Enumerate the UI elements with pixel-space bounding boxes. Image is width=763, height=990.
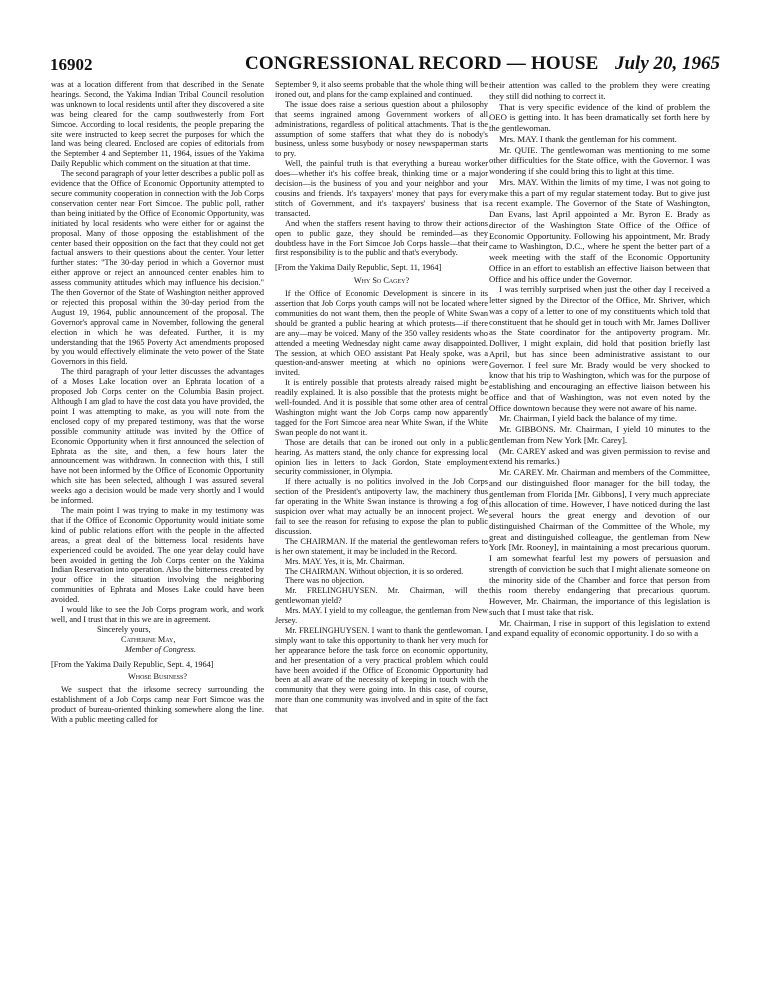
paragraph: was at a location different from that described in the Senate hearings. Second, the Yakima Indian Tribal Council resolution was unknown to local residents until after they discovered a site was being cleared for the camp southwesterly from Fort Simcoe. According to local residents, the people preparing the site were instructed to keep secret the purposes for which the land was being cleared. Enclosed are copies of editorials from the September 4 and September 11, 1964, issues of the Yakima Daily Republic which comment on the situation at that time. xyxy=(51,80,264,169)
paragraph: The issue does raise a serious question about a philosophy that seems ingrained among Government workers of all administrations, regardless of political attachments. That is the assumption of some staffers that what they do is nobody's business, unless some busybody or nosey newspaperman starts to pry. xyxy=(275,99,488,159)
signer-name: Catherine May, xyxy=(121,634,176,644)
column-left xyxy=(51,80,264,975)
paragraph: their attention was called to the problem they were creating they still did nothing to correct it. xyxy=(489,80,710,101)
paragraph: We suspect that the irksome secrecy surrounding the establishment of a Job Corps camp near Fort Simcoe was the product of bureau-oriented thinking somewhere along the line. With a public meeting called for xyxy=(51,685,264,725)
paragraph: Well, the painful truth is that everything a bureau worker does—whether it's his coffee break, thinking time or a major decision—is the business of you and your neighbor and your cousins and friends. It's taxpayers' money that pays for every stitch of Government, and it's taxpayers' business that is transacted. xyxy=(275,159,488,218)
paragraph: The second paragraph of your letter describes a public poll as evidence that the Office of Economic Opportunity attempted to secure community cooperation in connection with the Job Corps conservation center near Fort Simcoe. The public poll, rather than being initiated by the Office of Economic Opportunity, was initiated by local residents who were either for or against the proposal. Many of those opposing the establishment of the center based their opposition on the fact that they could not get factual answers to their questions about the center. Your letter further states: "The 30-day period in which a Governor must either approve or reject an announced center enables him to assess community attitudes which may influence his decision." The then Governor of the State of Washington neither approved or rejected this proposal within the 30-day period from the August 19, 1964, public announcement of the proposal. The Governor's approval came in November, following the general election in which he was defeated. Further, it is my understanding that the 1965 Poverty Act amendments proposed by you would effectively eliminate the veto power of the State Governors in this field. xyxy=(51,169,264,367)
paragraph: Mrs. MAY. Yes, it is, Mr. Chairman. xyxy=(285,556,405,566)
paragraph: Mr. CAREY. Mr. Chairman and members of the Committee, and our distinguished floor manager for the bill today, the gentleman from Florida [Mr. Gibbons], I very much appreciate this allocation of time. However, I have noticed during the last several hours the great energy and devotion of our distinguished Chairman of the Committee of the Whole, my great and distinguished colleague, the gentleman from New York [Mr. Rooney], in maintaining a most precarious quorum. I am somewhat fearful lest my powers of persuasion and strength of conviction be such that I might alienate someone on the minority side of the Chamber and force that person from this room thereby endangering that precarious quorum. However, Mr. Chairman, the importance of this legislation is such that I must take that risk. xyxy=(489,467,710,617)
publication-date: July 20, 1965 xyxy=(614,53,720,74)
signer-title: Member of Congress. xyxy=(125,644,196,654)
paragraph: Those are details that can be ironed out only in a public hearing. As matters stand, the only chance for expressing local opinion lies in letters to Jack Gordon, State employment security commissioner, in Olympia. xyxy=(275,437,488,477)
paragraph: I was terribly surprised when just the other day I received a letter signed by the Director of the Office, Mr. Shriver, which was a copy of a letter to one of my constituents which told that constituent that he should get in touch with Mr. James Dolliver as the State coordinator for the antipoverty program. Mr. Dolliver, I might explain, did hold that position briefly last April, but has since been administrative assistant to our Governor. I feel sure Mr. Brady would be very shocked to know that his trip to Washington, which was for the purpose of establishing and encouraging an effective liaison between his office and that of Washington, was not even noted by the Office downtown because they were not aware of his name. xyxy=(489,284,710,413)
page-header xyxy=(50,53,720,77)
paragraph: The CHAIRMAN. If the material the gentlewoman refers to is her own statement, it may be included in the Record. xyxy=(275,536,488,556)
paragraph: Mr. Chairman, I rise in support of this legislation to extend and expand equality of economic opportunity. I do so with a xyxy=(489,617,710,639)
paragraph: Mr. FRELINGHUYSEN. Mr. Chairman, will the gentlewoman yield? xyxy=(275,586,488,606)
source-citation: [From the Yakima Daily Republic, Sept. 4, 1964] xyxy=(51,659,214,669)
paragraph: Mr. FRELINGHUYSEN. I want to thank the gentlewoman. I simply want to take this opportunity to thank her very much for her appearance before the task force on economic opportunity, and her presentation of a very practical problem which could have been avoided if the Office of Economic Opportunity had been at all aware of the necessity of keeping in touch with the community that they were going into. In this case, of course, more than one community was involved and in spite of the fact that xyxy=(275,625,488,715)
paragraph: If the Office of Economic Development is sincere in its assertion that Job Corps youth camps will not be located where communities do not want them, then the people of White Swan should be granted a public hearing at which protests—if there are any—may be voiced. Many of the 350 valley residents who attended a meeting Wednesday night came away disappointed. The session, at which OEO assistant Pat Healy spoke, was a question-and-answer meeting at which no opinions were invited. xyxy=(275,289,488,378)
paragraph: September 9, it also seems probable that the whole thing will be ironed out, and plans for the camp explained and continued. xyxy=(275,80,488,99)
paragraph: The CHAIRMAN. Without objection, it is so ordered. xyxy=(285,566,464,576)
paragraph: I would like to see the Job Corps program work, and work well, and I trust that in this we are in agreement. xyxy=(51,605,264,624)
paragraph: Mr. QUIE. The gentlewoman was mentioning to me some other difficulties for the State office, with the Governor. I was wondering if she could bring this to light at this time. xyxy=(489,144,710,176)
paragraph: The main point I was trying to make in my testimony was that if the Office of Economic Opportunity would initiate some kind of public relations effort with the people in the affected areas, a great deal of the bitterness local residents have experienced could be avoided. The one year delay could have been avoided in getting the Job Corps center on the Yakima Indian Reservation into operation. Also the bitterness created by your office in the situation involving the neighboring communities of Ephrata and Moses Lake could have been avoided. xyxy=(51,505,264,605)
letter-closing: Sincerely yours, xyxy=(97,624,151,634)
paragraph: There was no objection. xyxy=(285,576,365,586)
paragraph: The third paragraph of your letter discusses the advantages of a Moses Lake location over an Ephrata location of a proposed Job Corps center on the Columbia Basin project. Although I am glad to have the cost data you have provided, the point I was attempting to make, as you will note from the enclosed copy of my prepared testimony, was that the worse possible community attitude was invited by the Office of Economic Opportunity when it first announced the selection of Ephrata as the site, and then, a few hours later the announcement was withdrawn. In connection with this, I still have not been informed by the Office of Economic Opportunity which site has been selected, although I was assured several weeks ago a decision would be made very shortly and I would be informed. xyxy=(51,367,264,506)
paragraph: (Mr. CAREY asked and was given permission to revise and extend his remarks.) xyxy=(489,445,710,467)
editorial-heading: Why So Cagey? xyxy=(353,276,410,286)
paragraph: That is very specific evidence of the kind of problem the OEO is getting into. It has been dramatically set forth here by the gentlewoman. xyxy=(489,101,710,133)
column-right xyxy=(489,80,710,975)
paragraph: Mrs. MAY. I thank the gentleman for his comment. xyxy=(499,133,677,144)
page-number: 16902 xyxy=(50,55,93,74)
column-middle xyxy=(275,80,488,975)
paragraph: It is entirely possible that protests already raised might be readily explained. It is also possible that the protests might be well-founded. And it is possible that some other area of central Washington might want the Job Corps camp now apparently tagged for the Fort Simcoe area near White Swan, if the White Swan people do not want it. xyxy=(275,378,488,437)
publication-title: CONGRESSIONAL RECORD — HOUSE xyxy=(245,53,599,74)
paragraph: And when the staffers resent having to throw their actions open to public gaze, they should be reminded—as they doubtless have in the Fort Simcoe Job Corps hassle—that their first responsibility is to the public and that's everybody. xyxy=(275,218,488,258)
source-citation: [From the Yakima Daily Republic, Sept. 11, 1964] xyxy=(275,263,442,273)
paragraph: Mrs. MAY. I yield to my colleague, the gentleman from New Jersey. xyxy=(275,606,488,626)
paragraph: If there actually is no politics involved in the Job Corps section of the President's antipoverty law, the machinery thus far operating in the White Swan instance is throwing a fog of suspicion over what may actually be an innocent project. We fail to see the reason for refusing to expose the plan to public discussion. xyxy=(275,477,488,536)
letter-signature xyxy=(51,625,264,655)
editorial-heading: Whose Business? xyxy=(127,672,188,682)
paragraph: Mr. Chairman, I yield back the balance of my time. xyxy=(499,413,678,424)
paragraph: Mrs. MAY. Within the limits of my time, I was not going to make this a part of my regular statement today. But to give just a recent example. The Governor of the State of Washington, Dan Evans, last April appointed a Mr. Byron E. Brady as director of the Washington State Office of the Office of Economic Opportunity. Following his appointment, Mr. Brady came to Washington, D.C., where he spent the better part of a week meeting with the staff of the Economic Opportunity Office in an effort to establish an effective liaison between that Office and his office under the Governor. xyxy=(489,176,710,284)
paragraph: Mr. GIBBONS. Mr. Chairman, I yield 10 minutes to the gentleman from New York [Mr. Carey]. xyxy=(489,424,710,445)
